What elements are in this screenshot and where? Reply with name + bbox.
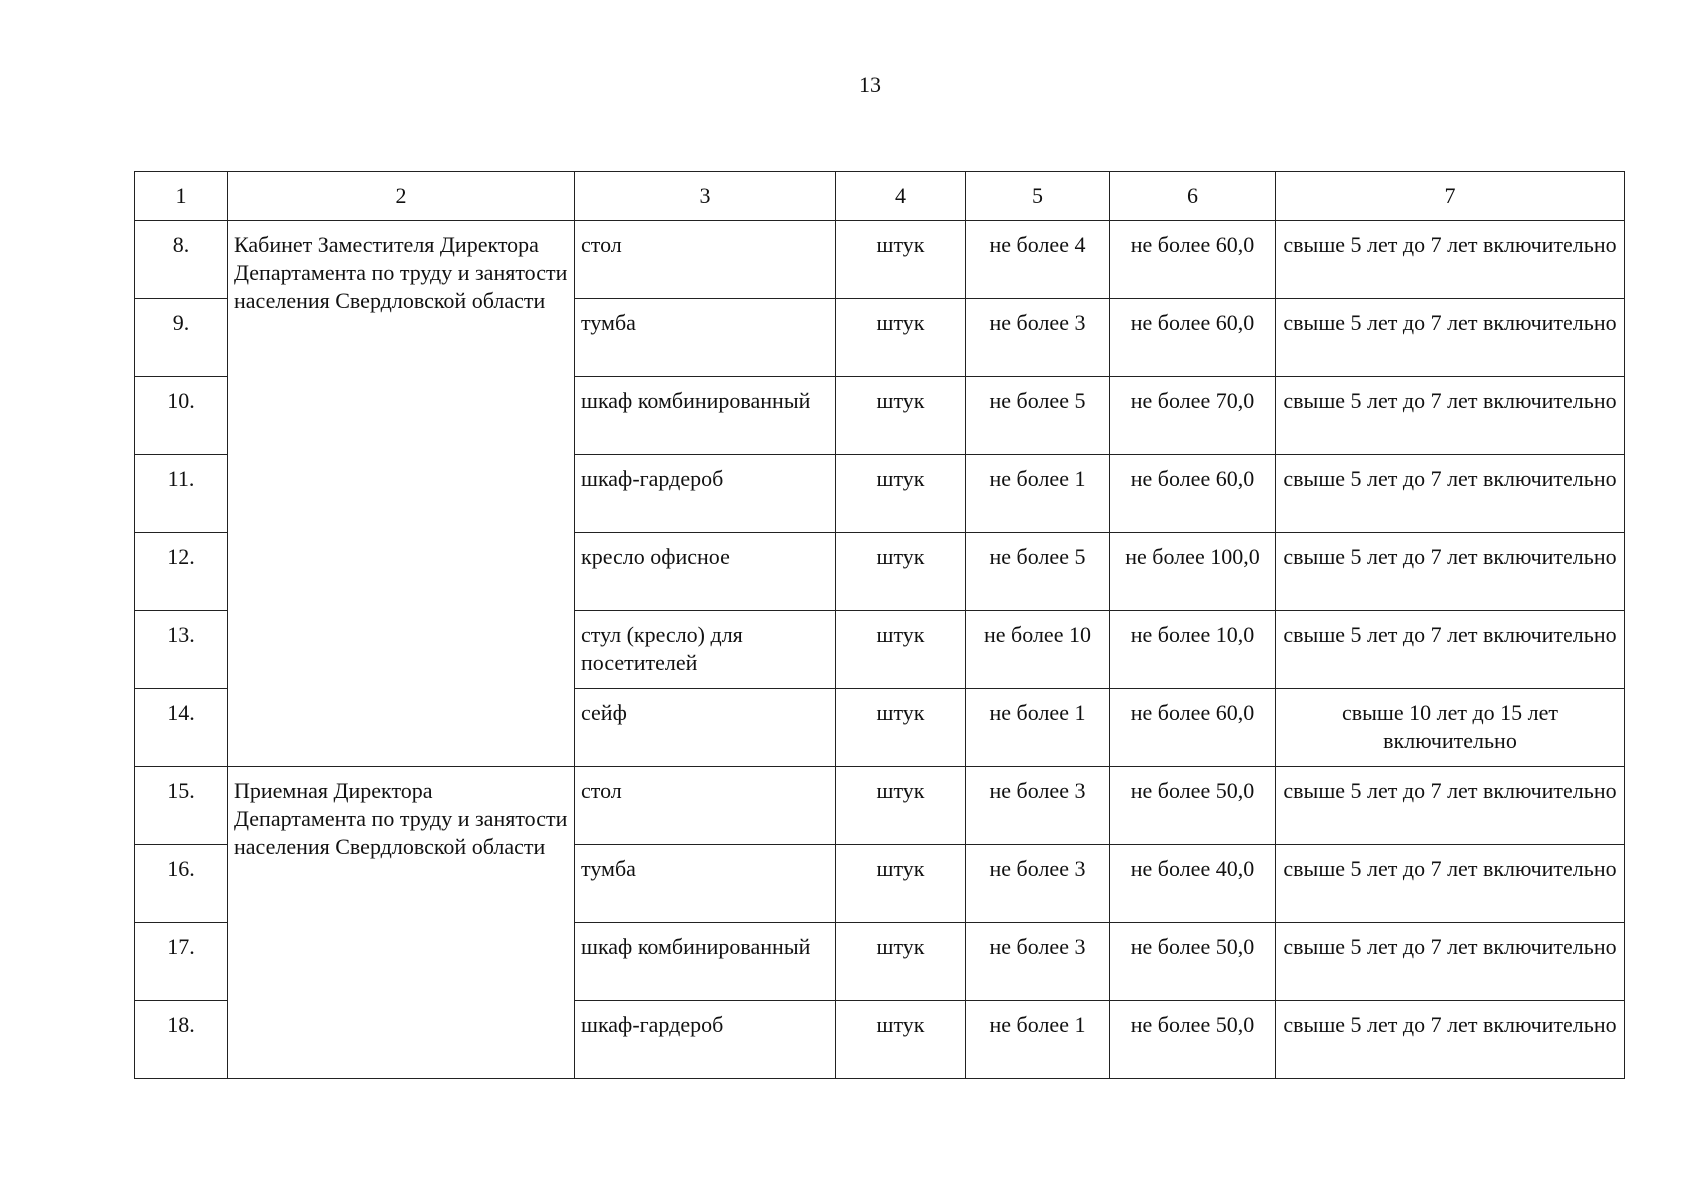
row-number: 16. bbox=[135, 845, 228, 923]
table-row bbox=[135, 767, 1625, 845]
item-service-term: свыше 5 лет до 7 лет включительно bbox=[1276, 377, 1625, 455]
page-number: 13 bbox=[859, 72, 881, 97]
column-header: 1 bbox=[135, 172, 228, 221]
item-service-term: свыше 5 лет до 7 лет включительно bbox=[1276, 533, 1625, 611]
row-number: 18. bbox=[135, 1001, 228, 1079]
item-unit: штук bbox=[836, 377, 966, 455]
item-unit: штук bbox=[836, 1001, 966, 1079]
row-number: 8. bbox=[135, 221, 228, 299]
table-row bbox=[135, 221, 1625, 299]
room-name: Приемная Директора Департамента по труду и занятости населения Свердловской области bbox=[228, 767, 575, 1079]
item-name: сейф bbox=[575, 689, 836, 767]
row-number: 9. bbox=[135, 299, 228, 377]
item-service-term: свыше 5 лет до 7 лет включительно bbox=[1276, 845, 1625, 923]
row-number: 10. bbox=[135, 377, 228, 455]
column-header: 4 bbox=[836, 172, 966, 221]
item-name: кресло офисное bbox=[575, 533, 836, 611]
item-name: стол bbox=[575, 767, 836, 845]
row-number: 15. bbox=[135, 767, 228, 845]
item-quantity: не более 4 bbox=[966, 221, 1110, 299]
item-name: стол bbox=[575, 221, 836, 299]
item-unit: штук bbox=[836, 221, 966, 299]
row-number: 13. bbox=[135, 611, 228, 689]
row-number: 11. bbox=[135, 455, 228, 533]
item-price: не более 50,0 bbox=[1110, 1001, 1276, 1079]
furniture-norms-table bbox=[134, 171, 1625, 1079]
item-unit: штук bbox=[836, 689, 966, 767]
column-header: 6 bbox=[1110, 172, 1276, 221]
column-header: 7 bbox=[1276, 172, 1625, 221]
item-name: шкаф комбинированный bbox=[575, 377, 836, 455]
item-service-term: свыше 5 лет до 7 лет включительно bbox=[1276, 767, 1625, 845]
item-price: не более 60,0 bbox=[1110, 689, 1276, 767]
item-quantity: не более 3 bbox=[966, 767, 1110, 845]
column-header: 5 bbox=[966, 172, 1110, 221]
item-quantity: не более 1 bbox=[966, 455, 1110, 533]
item-price: не более 50,0 bbox=[1110, 923, 1276, 1001]
item-unit: штук bbox=[836, 767, 966, 845]
item-unit: штук bbox=[836, 533, 966, 611]
item-quantity: не более 5 bbox=[966, 533, 1110, 611]
column-header: 3 bbox=[575, 172, 836, 221]
item-service-term: свыше 5 лет до 7 лет включительно bbox=[1276, 923, 1625, 1001]
item-quantity: не более 5 bbox=[966, 377, 1110, 455]
item-service-term: свыше 5 лет до 7 лет включительно bbox=[1276, 611, 1625, 689]
item-name: тумба bbox=[575, 299, 836, 377]
item-price: не более 60,0 bbox=[1110, 455, 1276, 533]
item-quantity: не более 1 bbox=[966, 689, 1110, 767]
column-header: 2 bbox=[228, 172, 575, 221]
item-price: не более 10,0 bbox=[1110, 611, 1276, 689]
item-service-term: свыше 10 лет до 15 лет включительно bbox=[1276, 689, 1625, 767]
item-price: не более 60,0 bbox=[1110, 299, 1276, 377]
item-quantity: не более 3 bbox=[966, 299, 1110, 377]
item-name: тумба bbox=[575, 845, 836, 923]
item-price: не более 60,0 bbox=[1110, 221, 1276, 299]
row-number: 14. bbox=[135, 689, 228, 767]
item-unit: штук bbox=[836, 455, 966, 533]
item-quantity: не более 10 bbox=[966, 611, 1110, 689]
item-quantity: не более 3 bbox=[966, 923, 1110, 1001]
item-service-term: свыше 5 лет до 7 лет включительно bbox=[1276, 221, 1625, 299]
row-number: 17. bbox=[135, 923, 228, 1001]
item-price: не более 50,0 bbox=[1110, 767, 1276, 845]
item-quantity: не более 3 bbox=[966, 845, 1110, 923]
item-unit: штук bbox=[836, 845, 966, 923]
item-price: не более 70,0 bbox=[1110, 377, 1276, 455]
item-quantity: не более 1 bbox=[966, 1001, 1110, 1079]
item-service-term: свыше 5 лет до 7 лет включительно bbox=[1276, 1001, 1625, 1079]
item-service-term: свыше 5 лет до 7 лет включительно bbox=[1276, 455, 1625, 533]
item-name: шкаф комбинированный bbox=[575, 923, 836, 1001]
row-number: 12. bbox=[135, 533, 228, 611]
item-price: не более 40,0 bbox=[1110, 845, 1276, 923]
header-row bbox=[135, 172, 1625, 221]
item-unit: штук bbox=[836, 923, 966, 1001]
item-name: шкаф-гардероб bbox=[575, 1001, 836, 1079]
room-name: Кабинет Заместителя Директора Департамента по труду и занятости населения Свердловской области bbox=[228, 221, 575, 767]
item-name: шкаф-гардероб bbox=[575, 455, 836, 533]
item-name: стул (кресло) для посетителей bbox=[575, 611, 836, 689]
item-unit: штук bbox=[836, 611, 966, 689]
item-service-term: свыше 5 лет до 7 лет включительно bbox=[1276, 299, 1625, 377]
item-unit: штук bbox=[836, 299, 966, 377]
item-price: не более 100,0 bbox=[1110, 533, 1276, 611]
